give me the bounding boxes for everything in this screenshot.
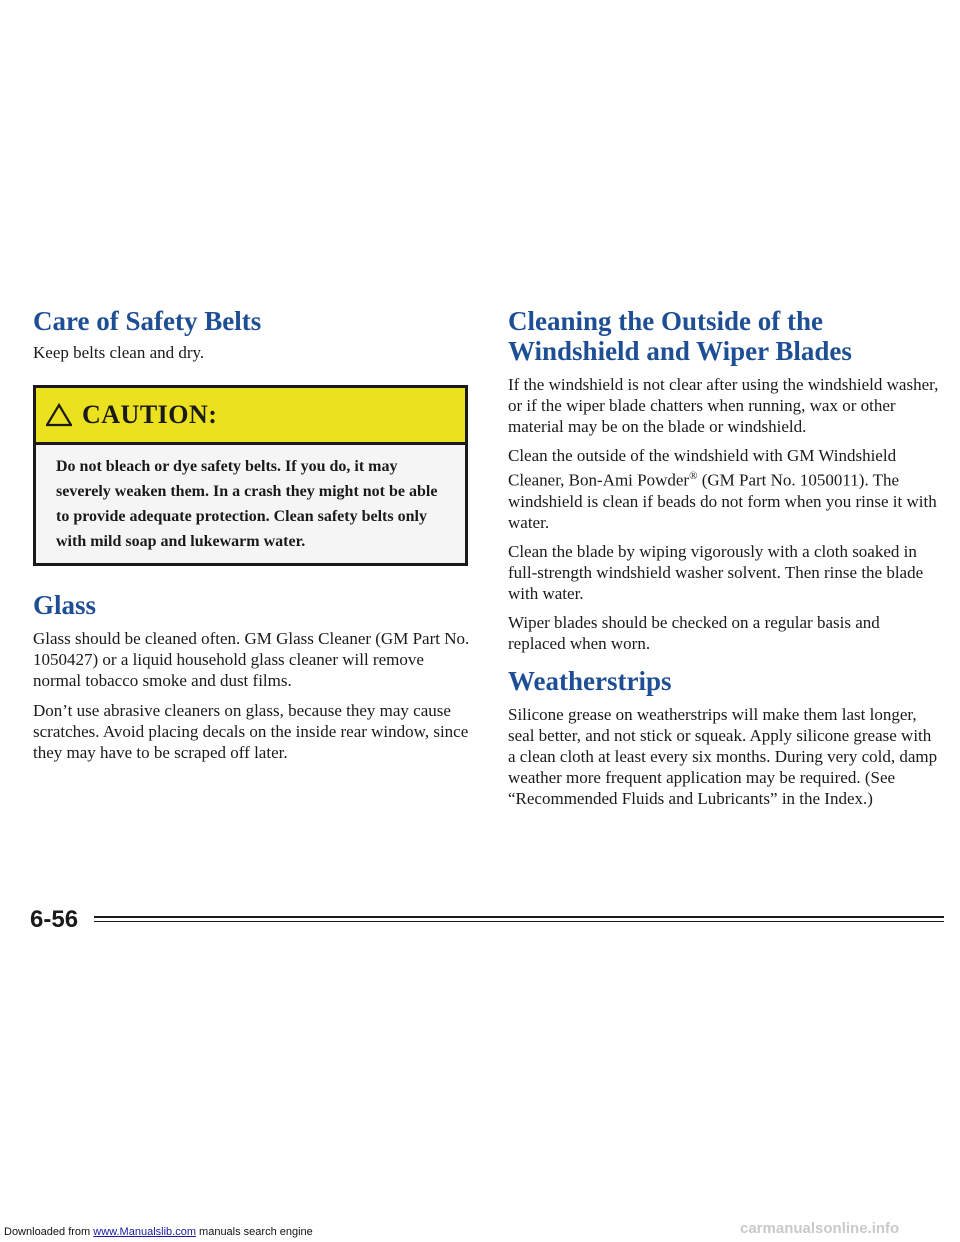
windshield-paragraph-2-start: Clean the outside of the windshield with GM Windshield Cleaner, Bon-Ami Powder xyxy=(508,446,897,490)
footer-rule-thin xyxy=(94,921,944,922)
windshield-heading: Cleaning the Outside of the Windshield and Wiper Blades xyxy=(508,306,852,366)
left-column xyxy=(33,306,471,363)
glass-section xyxy=(33,590,471,763)
windshield-paragraph-2-end: (GM Part No. 1050011). The windshield is clean if beads do not form when you rinse it with water. xyxy=(508,470,937,532)
manualslib-link[interactable]: www.Manualslib.com xyxy=(93,1226,196,1238)
glass-paragraph-2: Don’t use abrasive cleaners on glass, because they may cause scratches. Avoid placing decals on the inside rear window, since they may have to be scraped off later. xyxy=(33,701,469,762)
glass-heading: Glass xyxy=(33,590,97,620)
download-bar xyxy=(4,1226,313,1238)
warning-triangle-icon xyxy=(46,403,72,427)
windshield-paragraph-2 xyxy=(508,445,940,533)
glass-paragraph-1: Glass should be cleaned often. GM Glass Cleaner (GM Part No. 1050427) or a liquid household glass cleaner will remove normal tobacco smoke and dust films. xyxy=(33,629,470,690)
windshield-paragraph-3: Clean the blade by wiping vigorously with a cloth soaked in full-strength windshield washer solvent. Then rinse the blade with water. xyxy=(508,541,924,603)
caution-text: Do not bleach or dye safety belts. If you do, it may severely weaken them. In a crash they might not be able to provide adequate protection. Clean safety belts only with mild soap and lukewarm water. xyxy=(56,458,438,550)
safety-belts-heading: Care of Safety Belts xyxy=(33,306,262,336)
caution-box xyxy=(33,385,468,566)
safety-belts-intro: Keep belts clean and dry. xyxy=(33,343,205,362)
right-column xyxy=(508,306,940,809)
caution-label: CAUTION: xyxy=(82,400,218,429)
caution-header xyxy=(36,388,465,445)
page-number: 6-56 xyxy=(30,906,79,933)
download-prefix: Downloaded from xyxy=(4,1226,94,1238)
weatherstrips-paragraph: Silicone grease on weatherstrips will make them last longer, seal better, and not stick or squeak. Apply silicone grease with a clean cloth at least every six months. During very cold, damp weather more frequent application may be required. (See “Recommended Fluids and Lubricants” in the Index.) xyxy=(508,704,938,808)
download-suffix: manuals search engine xyxy=(195,1226,313,1238)
windshield-paragraph-4: Wiper blades should be checked on a regular basis and replaced when worn. xyxy=(508,612,880,653)
watermark: carmanualsonline.info xyxy=(740,1220,900,1237)
footer-rule xyxy=(94,916,944,918)
registered-mark: ® xyxy=(689,470,698,482)
windshield-paragraph-1: If the windshield is not clear after using the windshield washer, or if the wiper blade chatters when running, wax or other material may be on the blade or windshield. xyxy=(508,375,939,436)
weatherstrips-heading: Weatherstrips xyxy=(508,665,672,696)
